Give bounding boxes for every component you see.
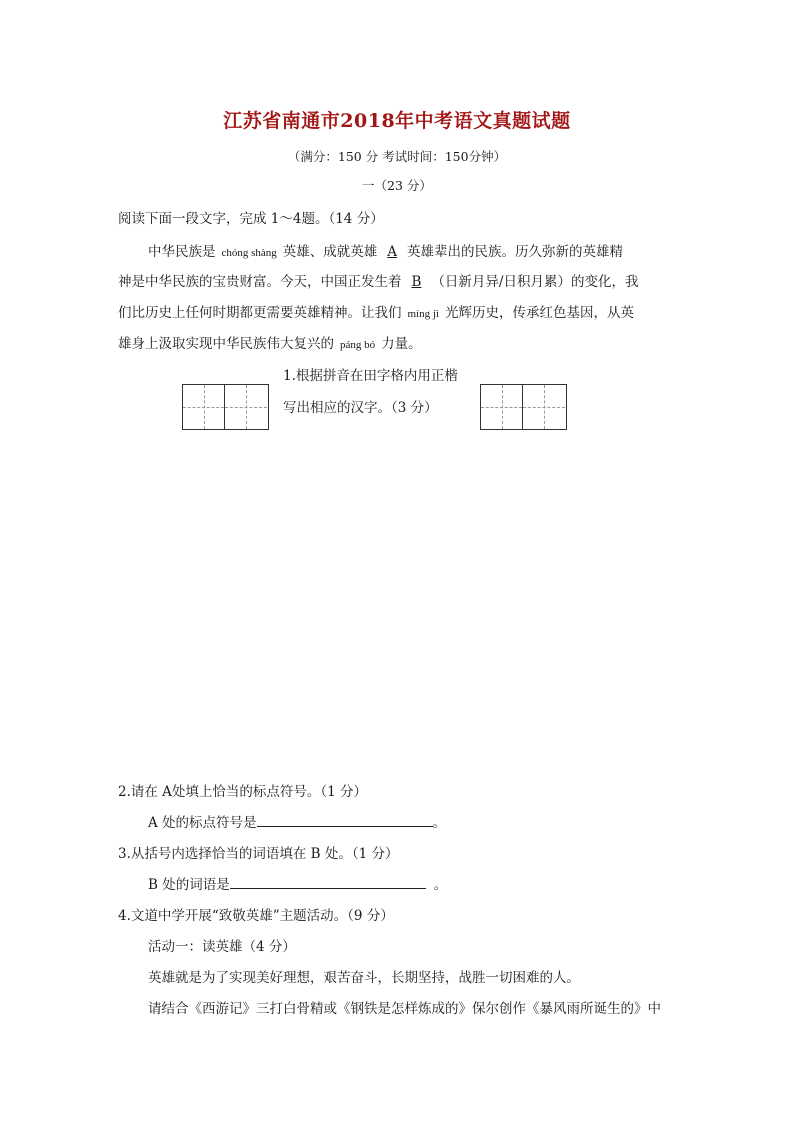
passage-text: 中华民族是 bbox=[148, 244, 216, 260]
reading-instruction: 阅读下面一段文字，完成 1～4题。（14 分） bbox=[118, 211, 384, 227]
answer-blank[interactable] bbox=[230, 874, 426, 889]
q1-prompt-line-2: 写出相应的汉字。（3 分） bbox=[283, 400, 438, 416]
blank-a: A bbox=[387, 244, 398, 260]
q2-prompt: 2.请在 A处填上恰当的标点符号。（1 分） bbox=[118, 784, 368, 800]
passage-line-4 bbox=[118, 332, 422, 352]
passage-text: 英雄辈出的民族。历久弥新的英雄精 bbox=[407, 244, 624, 260]
tianzige-grid-right[interactable] bbox=[480, 384, 567, 430]
q4-instruction: 请结合《西游记》三打白骨精或《钢铁是怎样炼成的》保尔创作《暴风雨所诞生的》中 bbox=[148, 1001, 661, 1017]
q4-activity-title: 活动一：读英雄（4 分） bbox=[148, 939, 296, 955]
q3-prompt: 3.从括号内选择恰当的词语填在 B 处。（1 分） bbox=[118, 846, 399, 862]
q2-answer-line bbox=[148, 811, 446, 831]
q1-prompt-line-1: 1.根据拼音在田字格内用正楷 bbox=[283, 368, 458, 384]
q2-period: 。 bbox=[432, 815, 447, 831]
q2-answer-label: A 处的标点符号是 bbox=[148, 815, 257, 831]
pinyin-3: páng bó bbox=[340, 339, 376, 351]
tianzige-cell[interactable] bbox=[523, 385, 565, 429]
q3-period: 。 bbox=[433, 877, 448, 893]
answer-blank[interactable] bbox=[257, 812, 433, 827]
page-title: 江苏省南通市2018年中考语文真题试题 bbox=[223, 110, 571, 132]
passage-text: 神是中华民族的宝贵财富。今天，中国正发生着 bbox=[118, 274, 402, 290]
section-heading: 一（23 分） bbox=[362, 178, 432, 193]
passage-text: 们比历史上任何时期都更需要英雄精神。让我们 bbox=[118, 305, 402, 321]
exam-info: （满分：150 分 考试时间：150分钟） bbox=[287, 149, 507, 164]
pinyin-2: míng jì bbox=[407, 308, 439, 320]
tianzige-cell[interactable] bbox=[481, 385, 523, 429]
q3-answer-label: B 处的词语是 bbox=[148, 877, 230, 893]
passage-text: （日新月异/日积月累）的变化，我 bbox=[431, 274, 639, 290]
passage-text: 雄身上汲取实现中华民族伟大复兴的 bbox=[118, 336, 334, 352]
passage-text: 英雄、成就英雄 bbox=[282, 244, 378, 260]
tianzige-cell[interactable] bbox=[183, 385, 225, 429]
passage-line-2 bbox=[118, 270, 638, 290]
q4-prompt: 4.文道中学开展“致敬英雄”主题活动。（9 分） bbox=[118, 908, 394, 924]
tianzige-cell[interactable] bbox=[225, 385, 267, 429]
tianzige-grid-left[interactable] bbox=[182, 384, 269, 430]
passage-text: 光辉历史，传承红色基因，从英 bbox=[444, 305, 634, 321]
blank-b: B bbox=[411, 274, 422, 290]
q4-definition: 英雄就是为了实现美好理想，艰苦奋斗，长期坚持，战胜一切困难的人。 bbox=[148, 970, 580, 986]
passage-text: 力量。 bbox=[381, 336, 422, 352]
passage-line-3 bbox=[118, 301, 634, 321]
pinyin-1: chóng shàng bbox=[221, 247, 277, 259]
q3-answer-line bbox=[148, 873, 447, 893]
passage-line-1 bbox=[148, 240, 623, 260]
